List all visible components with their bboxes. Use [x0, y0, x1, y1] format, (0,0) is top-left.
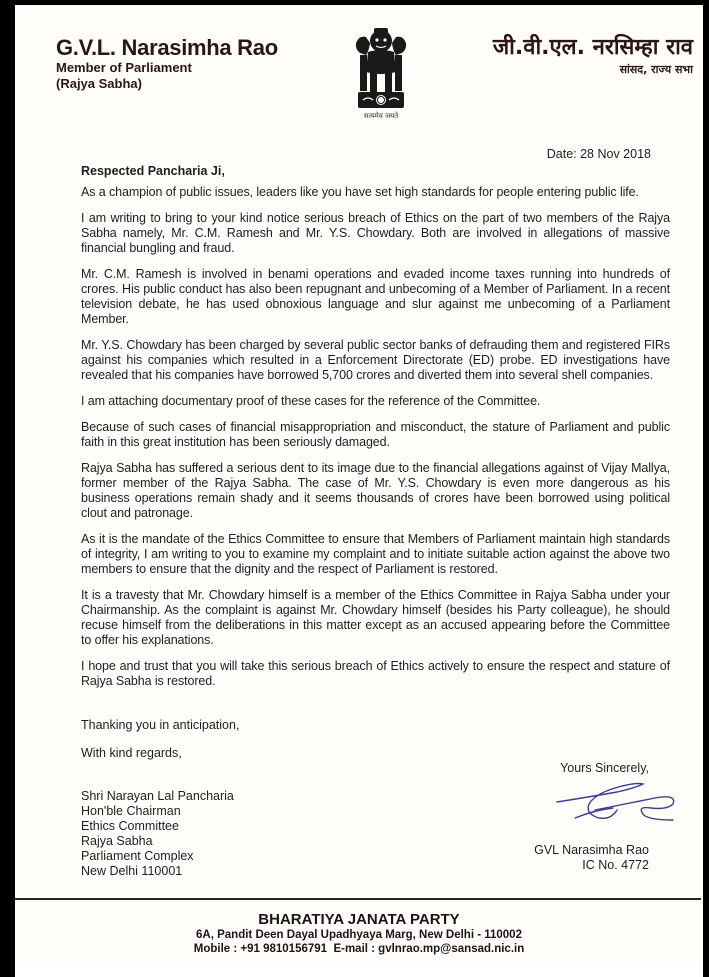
body-paragraph: Rajya Sabha has suffered a serious dent to its image due to the financial allegations against of Vijay Mallya, former member of the Rajya Sabha. The case of Mr. Y.S. Chowdary is even more dangerous as his business operations remain shady and it seems thousands of crores have been borrowed using political clout and patronage.: [81, 461, 670, 520]
signer-block: [534, 843, 649, 873]
footer-divider: [15, 898, 701, 900]
valediction: Yours Sincerely,: [560, 761, 649, 775]
closing: [81, 718, 239, 774]
letterhead-hindi: [493, 34, 693, 78]
body-paragraph: As it is the mandate of the Ethics Committee to ensure that Members of Parliament maintain high standards of integrity, I am writing to you to examine my complaint and to initiate suitable action against the above two members to ensure that the dignity and the respect of Parliament is restored.: [81, 532, 670, 576]
recipient-line: Shri Narayan Lal Pancharia: [81, 789, 234, 803]
scan-border-right: [703, 0, 709, 977]
signature-icon: [555, 780, 680, 830]
footer-address: 6A, Pandit Deen Dayal Upadhyaya Marg, New Delhi - 110002: [196, 929, 522, 941]
closing-regards: With kind regards,: [81, 746, 182, 760]
closing-thanks: Thanking you in anticipation,: [81, 718, 240, 732]
footer-organization: BHARATIYA JANATA PARTY: [258, 911, 460, 928]
body-paragraph: Mr. Y.S. Chowdary has been charged by several public sector banks of defrauding them and registered FIRs against his companies which resulted in a Enforcement Directorate (ED) probe. ED investigations have revealed that his companies have borrowed 5,700 crores and diverted them into several shell companies.: [81, 338, 670, 382]
recipient-address: [81, 789, 234, 879]
footer-contact: Mobile : +91 9810156791 E-mail : gvlnrao.mp@sansad.nic.in: [193, 943, 525, 955]
letter-body: [81, 185, 670, 700]
signer-name: GVL Narasimha Rao: [534, 843, 649, 857]
body-paragraph: I am writing to bring to your kind notice serious breach of Ethics on the part of two members of the Rajya Sabha namely, Mr. C.M. Ramesh and Mr. Y.S. Chowdary. Both are involved in allegations of massive financial bungling and fraud.: [81, 211, 670, 255]
recipient-line: Parliament Complex: [81, 849, 194, 863]
body-paragraph: It is a travesty that Mr. Chowdary himself is a member of the Ethics Committee in Rajya Sabha under your Chairmanship. As the complaint is against Mr. Chowdary himself (besides his Party colleague), he should recuse himself from the deliberations in this matter except as an accused appearing before the Committee to offer his explanations.: [81, 588, 670, 647]
body-paragraph: Mr. C.M. Ramesh is involved in benami operations and evaded income taxes running into hundreds of crores. His public conduct has also been repugnant and unbecoming of a Member of Parliament. In a recent television debate, he has used obnoxious language and slur against me unbecoming of a Parliament Member.: [81, 267, 670, 326]
sender-house-english: (Rajya Sabha): [56, 76, 142, 91]
emblem-motto: सत्यमेव जयते: [363, 112, 399, 120]
body-paragraph: Because of such cases of financial misappropriation and misconduct, the stature of Parliament and public faith in this great institution has been seriously damaged.: [81, 420, 670, 449]
body-paragraph: I hope and trust that you will take this serious breach of Ethics actively to ensure the respect and stature of Rajya Sabha is restored.: [81, 659, 670, 688]
letterhead-footer: [15, 911, 703, 956]
body-paragraph: I am attaching documentary proof of these cases for the reference of the Committee.: [81, 394, 541, 408]
recipient-line: New Delhi 110001: [81, 864, 183, 878]
letter-date: Date: 28 Nov 2018: [546, 147, 651, 161]
sender-role-hindi: सांसद, राज्य सभा: [619, 63, 693, 76]
scan-border-left: [0, 0, 15, 977]
recipient-line: Ethics Committee: [81, 819, 179, 833]
signer-ic-number: IC No. 4772: [582, 858, 649, 872]
national-emblem-icon: [350, 25, 412, 125]
sender-role-english: Member of Parliament: [56, 60, 192, 75]
salutation: Respected Pancharia Ji,: [81, 164, 225, 178]
recipient-line: Rajya Sabha: [81, 834, 153, 848]
letter-page: [15, 5, 703, 963]
body-paragraph: As a champion of public issues, leaders like you have set high standards for people entering public life.: [81, 185, 639, 199]
sender-name-english: G.V.L. Narasimha Rao: [56, 35, 278, 60]
recipient-line: Hon'ble Chairman: [81, 804, 181, 818]
sender-name-hindi: जी.वी.एल. नरसिम्हा राव: [492, 35, 693, 60]
letterhead-english: [56, 36, 278, 92]
